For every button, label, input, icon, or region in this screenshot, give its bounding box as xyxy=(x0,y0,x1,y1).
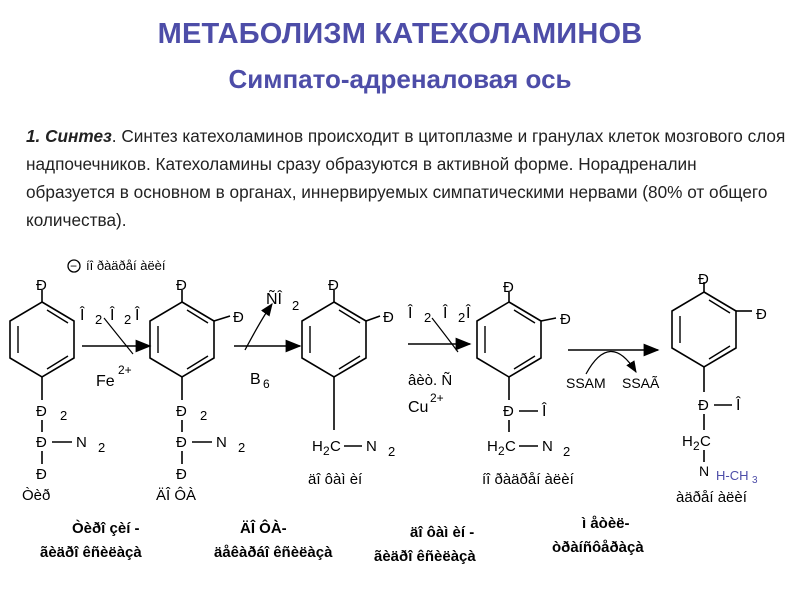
oh1: Ð xyxy=(176,277,187,294)
noradrenaline-name: íî ðàäðåí àëèí xyxy=(482,471,574,488)
oh2: Ð xyxy=(756,306,767,323)
bottom-a: âèò. Ñ xyxy=(408,372,453,389)
h2c-sub: 2 xyxy=(323,444,330,458)
tyrosine-name: Òèð xyxy=(22,487,51,504)
ch: Ð xyxy=(698,397,709,414)
top-c: Î xyxy=(135,307,140,324)
inhibition-label: íî ðàäðåí àëèí xyxy=(86,258,166,273)
oh1: Ð xyxy=(698,271,709,288)
bottom: B xyxy=(250,371,261,388)
oh3: Î xyxy=(736,397,741,414)
enzyme-1-line2: ãèäðî êñèëàçà xyxy=(40,544,142,561)
left: SSAM xyxy=(566,375,606,391)
molecule-tyrosine xyxy=(10,277,105,504)
ch: Ð xyxy=(503,403,514,420)
sub: 2 xyxy=(60,408,68,423)
nmethyl-sub: 3 xyxy=(752,475,758,486)
arrow-step-3 xyxy=(407,303,471,416)
arrow-step-4 xyxy=(566,350,660,391)
tyrosine-cooh: Ð xyxy=(36,466,47,483)
oh1: Ð xyxy=(503,279,514,296)
oh3: Î xyxy=(542,403,547,420)
enzyme-labels xyxy=(40,515,644,565)
sub: 2 xyxy=(200,408,208,423)
cooh: Ð xyxy=(176,466,187,483)
enzyme-1-line1: Òèðî çèí - xyxy=(72,520,140,537)
tyrosine-oh: Ð xyxy=(36,277,47,294)
oh2: Ð xyxy=(560,311,571,328)
h2c-sub: 2 xyxy=(498,444,505,458)
h2c: H xyxy=(682,433,693,450)
top-sub: 2 xyxy=(95,312,103,327)
tyrosine-ch2: Ð xyxy=(36,403,47,420)
slide-title: МЕТАБОЛИЗМ КАТЕХОЛАМИНОВ xyxy=(157,18,643,50)
right: SSAÃ xyxy=(622,375,660,391)
adrenaline-nmethyl: H-CH xyxy=(716,468,749,483)
top-b: Î xyxy=(110,307,115,324)
oh2: Ð xyxy=(383,309,394,326)
dopa-name: ÄÎ ÔÀ xyxy=(156,487,197,504)
top-sub: 2 xyxy=(292,298,300,313)
bottom-b: Cu xyxy=(408,399,429,416)
arrow-step-1 xyxy=(79,305,150,390)
top-a: Î xyxy=(408,305,413,322)
ch2: Ð xyxy=(176,403,187,420)
n: N xyxy=(216,434,227,451)
tyrosine-n: N xyxy=(76,434,87,451)
top-sub: 2 xyxy=(424,310,432,325)
top-c: Î xyxy=(466,305,471,322)
slide-subtitle: Симпато-адреналовая ось xyxy=(228,64,572,94)
oh1: Ð xyxy=(328,277,339,294)
paragraph-text: . Синтез катехоламинов происходит в цитоплазме и гранулах клеток мозгового слоя надпочечников. Катехоламины сразу образуются в активной форме. Норадреналин образуется в основном в органах, иннервируемых симпатическими нервами (80% от общего количества). xyxy=(26,126,786,230)
sub: 2 xyxy=(563,444,571,459)
top-sub: 2 xyxy=(124,312,132,327)
bottom-sub: 6 xyxy=(263,377,270,391)
oh2: Ð xyxy=(233,309,244,326)
arrow-step-2 xyxy=(234,288,300,391)
n: N xyxy=(542,438,553,455)
sub: 2 xyxy=(238,440,246,455)
sub: 2 xyxy=(388,444,396,459)
n: N xyxy=(366,438,377,455)
dopamine-name: äî ôàì èí xyxy=(308,471,363,488)
molecule-dopa xyxy=(150,277,245,504)
top-a: Î xyxy=(80,307,85,324)
enzyme-4-line1: ì åòèë- xyxy=(582,515,630,532)
tyrosine-ch: Ð xyxy=(36,434,47,451)
inhibition-note xyxy=(68,258,166,273)
top: ÑÎ xyxy=(266,291,282,308)
bottom-sup: 2+ xyxy=(430,391,444,405)
molecule-noradrenaline xyxy=(477,279,575,488)
h2c: H xyxy=(487,438,498,455)
h2c-sub: 2 xyxy=(693,439,700,453)
top-sub: 2 xyxy=(458,310,466,325)
h2c: H xyxy=(312,438,323,455)
bottom-sup: 2+ xyxy=(118,363,132,377)
c: C xyxy=(700,433,711,450)
bottom: Fe xyxy=(96,373,115,390)
top-b: Î xyxy=(443,305,448,322)
sub: 2 xyxy=(98,440,106,455)
enzyme-2-line2: äåêàðáî êñèëàçà xyxy=(214,544,333,561)
inhibition-sign: − xyxy=(70,259,78,273)
enzyme-3-line1: äî ôàì èí - xyxy=(410,524,475,541)
c: C xyxy=(330,438,341,455)
molecule-dopamine xyxy=(302,277,395,488)
ch: Ð xyxy=(176,434,187,451)
adrenaline-name: àäðåí àëèí xyxy=(676,489,747,506)
enzyme-3-line2: ãèäðî êñèëàçà xyxy=(374,548,476,565)
molecule-adrenaline xyxy=(672,271,767,506)
enzyme-4-line2: òðàíñôåðàçà xyxy=(552,539,644,556)
n: N xyxy=(699,463,710,479)
enzyme-2-line1: ÄÎ ÔÀ- xyxy=(240,520,287,537)
paragraph-lead: 1. Синтез xyxy=(26,126,112,146)
c: C xyxy=(505,438,516,455)
